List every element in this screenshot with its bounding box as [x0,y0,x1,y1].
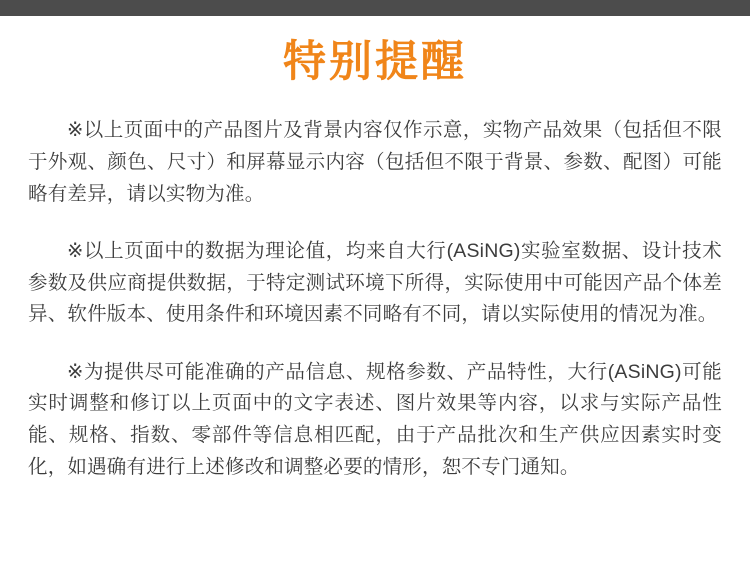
notice-paragraph-list [28,115,722,483]
notice-content [0,16,750,570]
notice-paragraph: ※以上页面中的产品图片及背景内容仅作示意，实物产品效果（包括但不限于外观、颜色、尺寸）和屏幕显示内容（包括但不限于背景、参数、配图）可能略有差异，请以实物为准。 [28,119,722,205]
notice-paragraph: ※为提供尽可能准确的产品信息、规格参数、产品特性，大行(ASiNG)可能实时调整和修订以上页面中的文字表述、图片效果等内容，以求与实际产品性能、规格、指数、零部件等信息相匹配，由于产品批次和生产供应因素实时变化，如遇确有进行上述修改和调整必要的情形，恕不专门通知。 [28,360,722,478]
page-title: 特别提醒 [283,38,467,86]
top-divider-bar [0,0,750,16]
notice-paragraph: ※以上页面中的数据为理论值，均来自大行(ASiNG)实验室数据、设计技术参数及供应商提供数据，于特定测试环境下所得，实际使用中可能因产品个体差异、软件版本、使用条件和环境因素不同略有不同，请以实际使用的情况为准。 [28,240,722,326]
